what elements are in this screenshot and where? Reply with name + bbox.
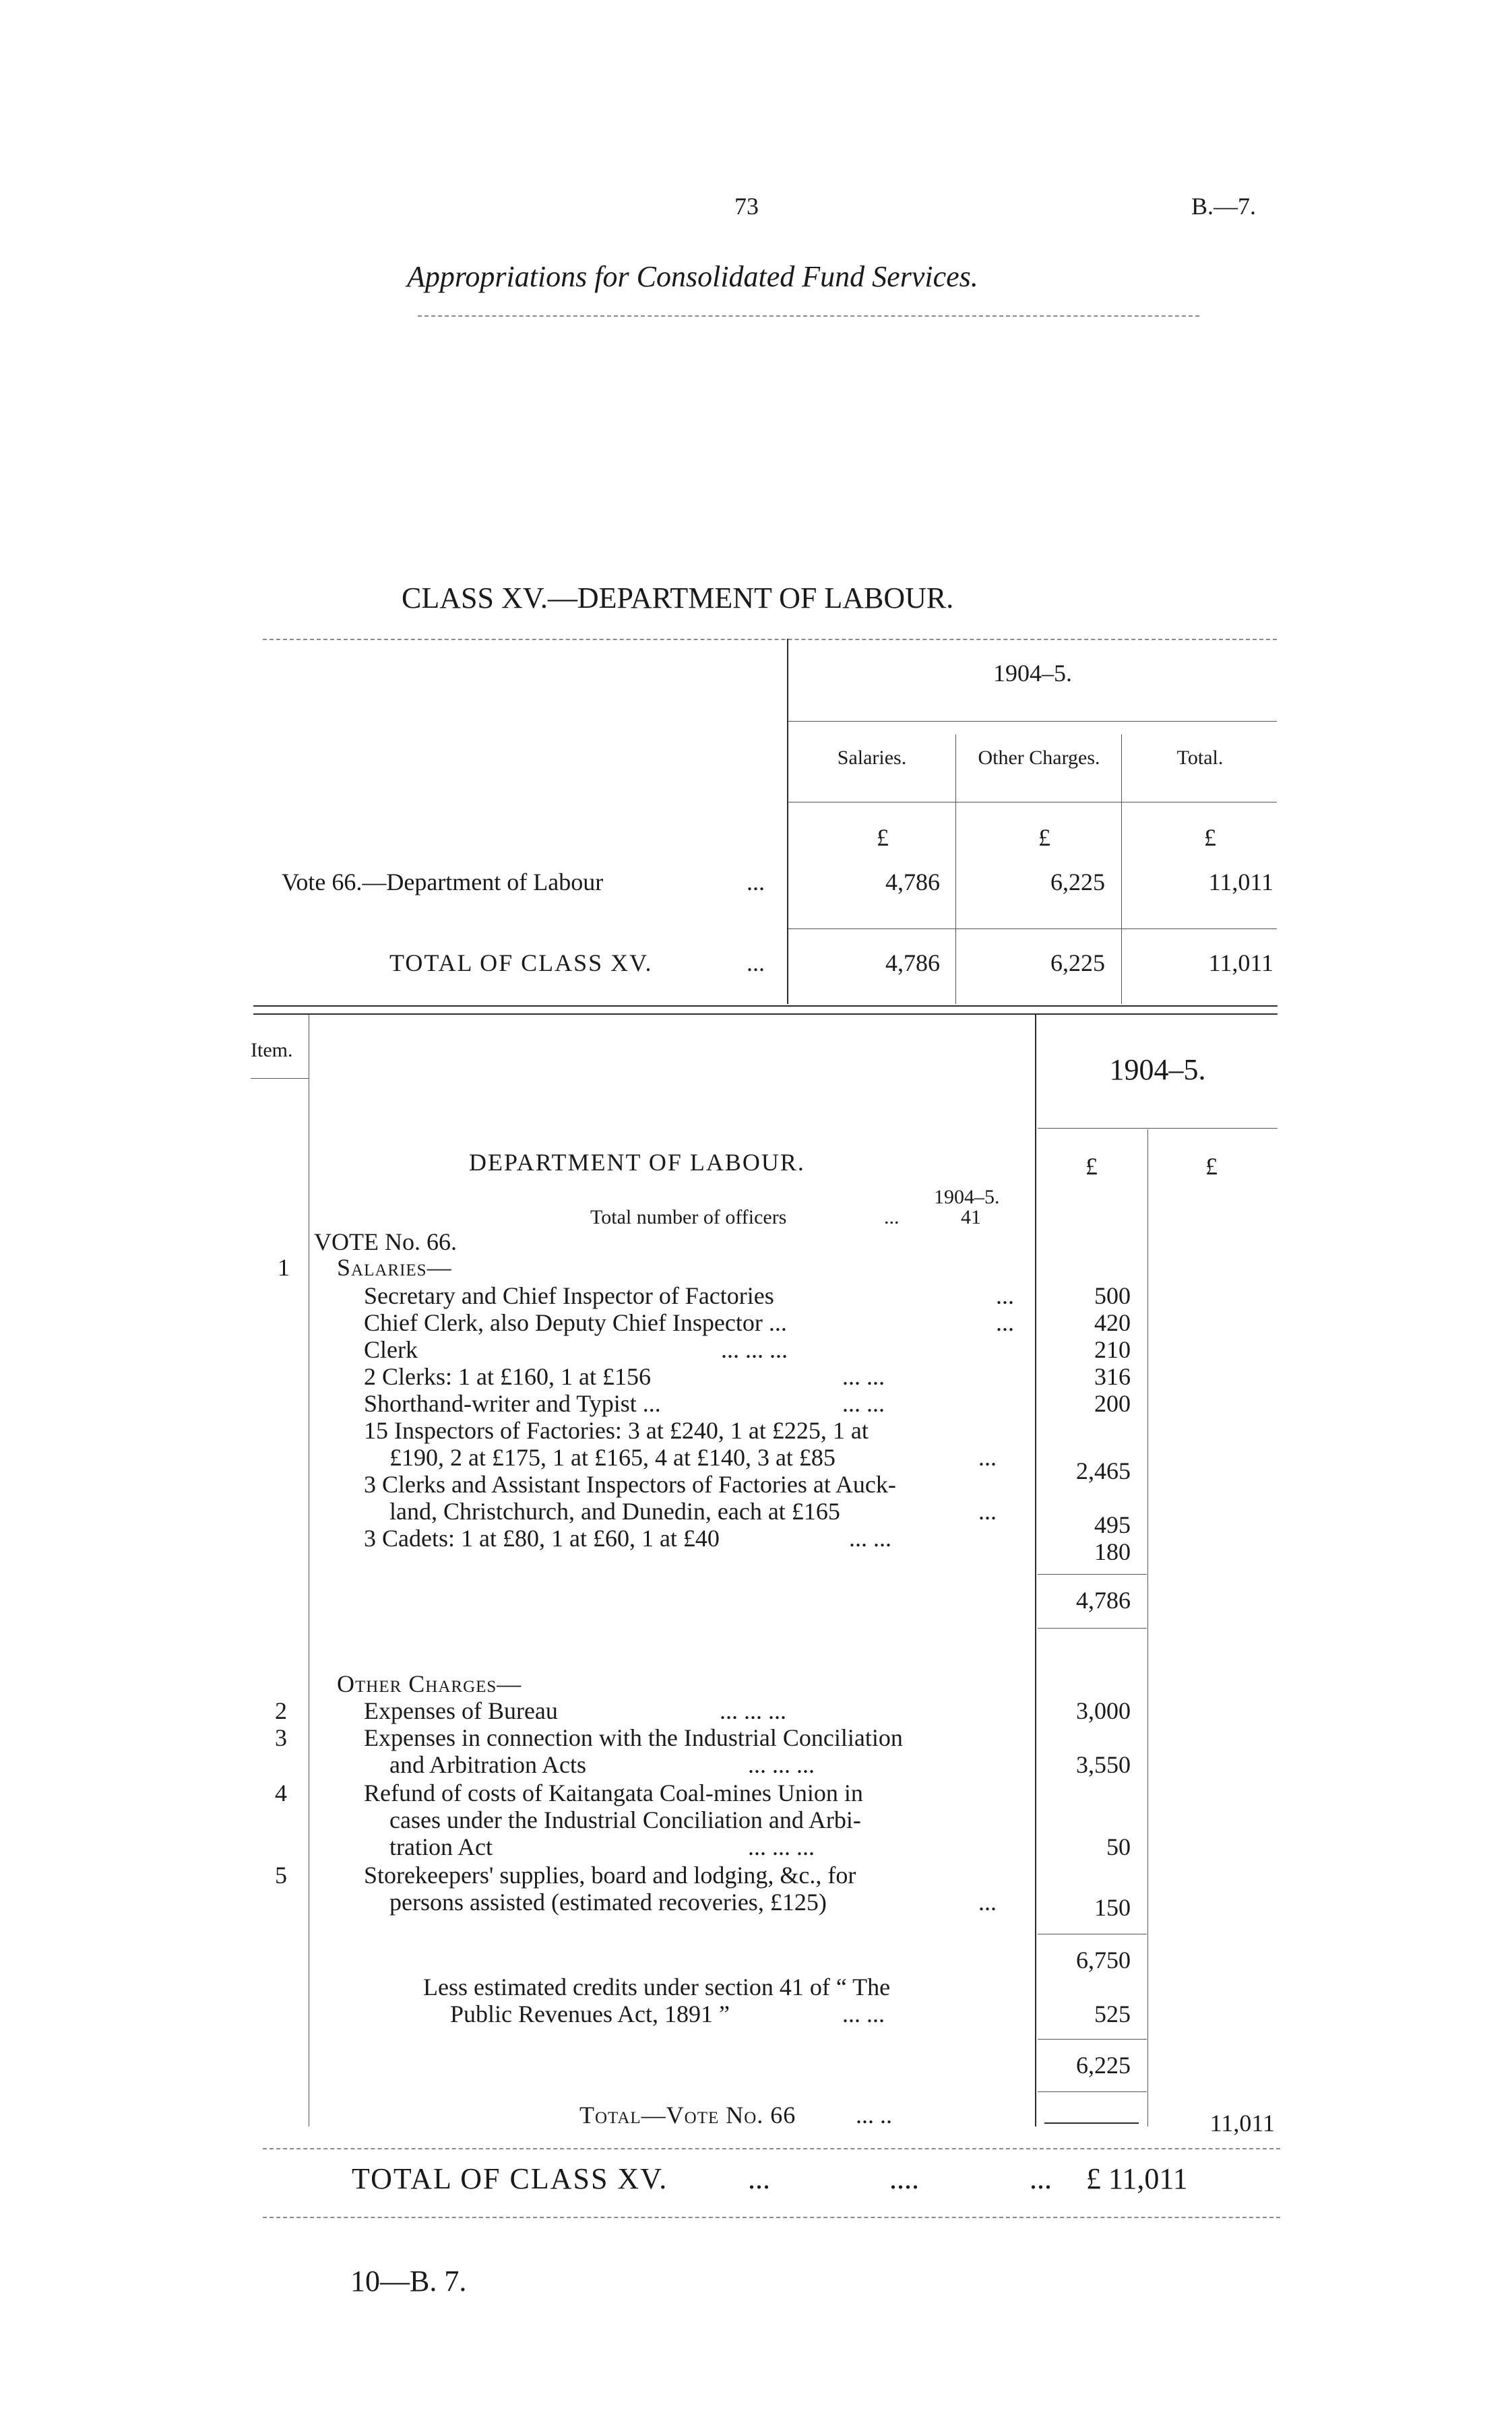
summary-currency-salaries: £ xyxy=(877,824,889,851)
vote-total-amount-rule xyxy=(1044,2122,1139,2124)
salary-line-dots: ... ... xyxy=(849,1525,891,1552)
detail-currency-amount: £ xyxy=(1085,1153,1098,1180)
page-number: 73 xyxy=(734,193,759,220)
other-line-text: Expenses in connection with the Industrial Conciliation xyxy=(364,1724,903,1751)
class-total-top-rule xyxy=(263,2148,1280,2149)
other-line-text: Refund of costs of Kaitangata Coal-mines Union in xyxy=(364,1779,863,1806)
salary-line-dots: ... xyxy=(978,1444,997,1471)
document-reference: B.—7. xyxy=(1191,193,1257,220)
other-line-item: 5 xyxy=(275,1862,287,1889)
other-line-text: and Arbitration Acts xyxy=(389,1751,586,1778)
class-total-dots-1: ... xyxy=(748,2162,770,2195)
other-line-text: Expenses of Bureau xyxy=(364,1697,558,1724)
class-title: CLASS XV.—DEPARTMENT OF LABOUR. xyxy=(402,581,954,614)
less-credits-line-1: Less estimated credits under section 41 of “ The xyxy=(423,1974,891,2000)
salary-line-amount: 2,465 xyxy=(1076,1457,1131,1484)
other-line-text: cases under the Industrial Conciliation and Arbi- xyxy=(389,1806,861,1833)
salary-line-amount: 180 xyxy=(1094,1538,1131,1565)
summary-col-total: Total. xyxy=(1176,747,1224,769)
salary-line-text: Clerk xyxy=(364,1336,418,1363)
detail-year: 1904–5. xyxy=(1109,1053,1206,1086)
detail-total-column-divider xyxy=(1147,1129,1148,2126)
detail-currency-total: £ xyxy=(1205,1153,1218,1180)
summary-vote-rule xyxy=(788,928,1277,929)
other-line-item: 3 xyxy=(275,1724,287,1751)
vote-total-label: Total—Vote No. 66 xyxy=(579,2102,796,2129)
salary-line-dots: ... xyxy=(978,1498,997,1525)
salary-line-amount: 420 xyxy=(1094,1309,1131,1336)
other-line-amount: 150 xyxy=(1094,1894,1131,1921)
salary-line-amount: 210 xyxy=(1094,1336,1131,1363)
summary-col-salaries: Salaries. xyxy=(837,747,907,769)
summary-year-rule xyxy=(788,721,1277,722)
less-credits-line-2: Public Revenues Act, 1891 ” xyxy=(450,2000,730,2027)
salary-line-dots: ... ... xyxy=(842,1363,885,1390)
other-charges-total: 6,225 xyxy=(1076,2052,1131,2079)
page-title: Appropriations for Consolidated Fund Services. xyxy=(407,260,978,293)
summary-total-dots: ... xyxy=(747,949,765,976)
other-line-text: persons assisted (estimated recoveries, £125) xyxy=(389,1889,827,1916)
salary-line-text: Shorthand-writer and Typist ... xyxy=(364,1390,661,1417)
section-double-rule-bottom xyxy=(253,1013,1278,1015)
officers-dots: ... xyxy=(884,1206,900,1228)
summary-vote-label: Vote 66.—Department of Labour xyxy=(282,869,604,895)
salary-line-text: land, Christchurch, and Dunedin, each at £165 xyxy=(389,1498,840,1525)
officers-year: 1904–5. xyxy=(934,1186,1000,1208)
other-line-dots: ... xyxy=(978,1889,997,1916)
class-total-label: TOTAL OF CLASS XV. xyxy=(352,2162,668,2195)
class-total-bottom-rule xyxy=(263,2217,1280,2218)
salary-line-amount: 316 xyxy=(1094,1363,1131,1390)
salary-line-dots: ... ... ... xyxy=(721,1336,788,1363)
summary-col-divider-2 xyxy=(1121,734,1122,1004)
salary-line-text: 3 Cadets: 1 at £80, 1 at £60, 1 at £40 xyxy=(364,1525,720,1552)
other-line-dots: ... ... ... xyxy=(748,1751,815,1778)
detail-item-header: Item. xyxy=(251,1039,293,1061)
less-credits-amount: 525 xyxy=(1094,2000,1131,2027)
summary-total-salaries: 4,786 xyxy=(885,949,940,976)
salary-line-amount: 200 xyxy=(1094,1390,1131,1417)
salary-line-amount: 500 xyxy=(1094,1282,1131,1309)
summary-top-rule xyxy=(263,639,1277,640)
summary-vote-total: 11,011 xyxy=(1208,869,1273,895)
summary-currency-other: £ xyxy=(1038,824,1050,851)
other-line-dots: ... ... ... xyxy=(748,1833,815,1860)
detail-year-rule xyxy=(1038,1128,1278,1129)
signature-mark: 10—B. 7. xyxy=(350,2265,467,2298)
other-line-amount: 3,550 xyxy=(1076,1751,1131,1778)
other-line-amount: 3,000 xyxy=(1076,1697,1131,1724)
salary-line-text: Secretary and Chief Inspector of Factories xyxy=(364,1282,774,1309)
department-title: DEPARTMENT OF LABOUR. xyxy=(469,1149,805,1176)
summary-vertical-divider xyxy=(787,639,788,1004)
other-subtotal: 6,750 xyxy=(1076,1947,1131,1974)
salary-line-dots: ... xyxy=(996,1309,1014,1336)
other-line-text: Storekeepers' supplies, board and lodging, &c., for xyxy=(364,1862,856,1889)
summary-col-other: Other Charges. xyxy=(978,747,1100,769)
salaries-heading: Salaries— xyxy=(337,1254,452,1281)
salary-line-text: 15 Inspectors of Factories: 3 at £240, 1 at £225, 1 at xyxy=(364,1417,869,1444)
vote-total-amount: 11,011 xyxy=(1209,2110,1275,2137)
summary-total-other: 6,225 xyxy=(1050,949,1105,976)
salaries-item-number: 1 xyxy=(278,1254,290,1281)
other-line-dots: ... ... ... xyxy=(720,1697,786,1724)
section-double-rule-top xyxy=(253,1005,1278,1007)
other-charges-total-rule xyxy=(1038,2091,1147,2092)
summary-currency-total: £ xyxy=(1204,824,1216,851)
salary-line-dots: ... ... xyxy=(842,1390,885,1417)
salary-line-dots: ... xyxy=(996,1282,1014,1309)
salaries-total-rule xyxy=(1038,1628,1147,1629)
officers-label: Total number of officers xyxy=(590,1206,787,1228)
class-total-dots-2: .... xyxy=(889,2162,919,2195)
salary-line-text: £190, 2 at £175, 1 at £165, 4 at £140, 3 at £85 xyxy=(389,1444,836,1471)
vote-heading: VOTE No. 66. xyxy=(314,1228,457,1255)
summary-col-divider-1 xyxy=(955,734,956,1004)
title-rule xyxy=(418,315,1199,317)
other-charges-heading: Other Charges— xyxy=(337,1670,522,1697)
summary-total-total: 11,011 xyxy=(1208,949,1273,976)
summary-vote-salaries: 4,786 xyxy=(885,869,940,895)
summary-vote-other: 6,225 xyxy=(1050,869,1105,895)
summary-year: 1904–5. xyxy=(993,660,1072,687)
detail-amount-column-divider xyxy=(1035,1015,1036,2126)
salary-line-text: 2 Clerks: 1 at £160, 1 at £156 xyxy=(364,1363,651,1390)
class-total-amount: £ 11,011 xyxy=(1086,2162,1188,2195)
salary-line-amount: 495 xyxy=(1094,1511,1131,1538)
salary-line-text: 3 Clerks and Assistant Inspectors of Factories at Auck- xyxy=(364,1471,896,1498)
salary-line-text: Chief Clerk, also Deputy Chief Inspector ... xyxy=(364,1309,787,1336)
vote-total-dots: ... .. xyxy=(856,2102,892,2129)
class-total-dots-3: ... xyxy=(1030,2162,1052,2195)
salaries-subtotal-rule xyxy=(1038,1574,1147,1575)
salaries-total: 4,786 xyxy=(1076,1587,1131,1614)
detail-item-header-rule xyxy=(251,1078,309,1079)
other-total-rule xyxy=(1038,2039,1147,2040)
less-credits-dots: ... ... xyxy=(842,2000,885,2027)
summary-total-label: TOTAL OF CLASS XV. xyxy=(389,949,653,976)
other-line-item: 4 xyxy=(275,1779,287,1806)
other-line-amount: 50 xyxy=(1106,1833,1131,1860)
other-line-text: tration Act xyxy=(389,1833,493,1860)
officers-count: 41 xyxy=(961,1206,981,1228)
summary-vote-dots: ... xyxy=(747,869,765,895)
other-line-item: 2 xyxy=(275,1697,287,1724)
